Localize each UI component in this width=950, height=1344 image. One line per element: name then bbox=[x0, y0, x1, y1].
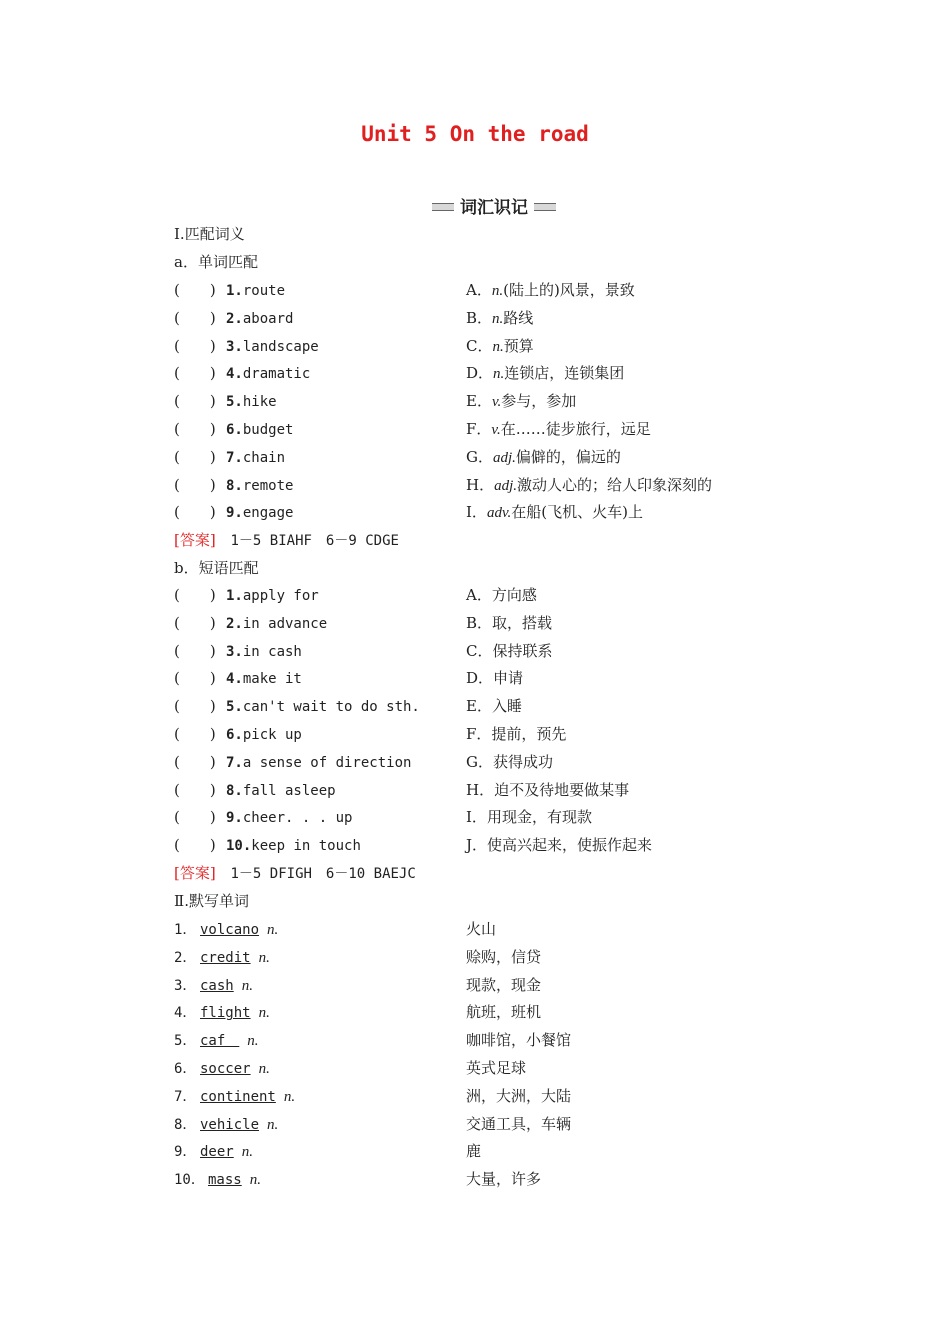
item-word: mass bbox=[208, 1172, 242, 1189]
option-text: 取，搭载 bbox=[492, 613, 553, 632]
option-text: 获得成功 bbox=[492, 752, 553, 771]
option-pos: n. bbox=[492, 310, 504, 327]
option-text: 连锁店，连锁集团 bbox=[504, 364, 625, 383]
page-title: Unit 5 On the road bbox=[361, 122, 589, 146]
list-item bbox=[174, 777, 794, 803]
answer-blank: ( ) bbox=[174, 808, 216, 827]
item-left bbox=[174, 582, 319, 609]
option-text: 在……徒步旅行，远足 bbox=[500, 420, 651, 438]
option-text: 在船(飞机、火车)上 bbox=[511, 503, 643, 522]
item-phrase: make it bbox=[242, 671, 302, 688]
list-item bbox=[174, 305, 794, 331]
item-option bbox=[466, 277, 635, 304]
option-letter: E． bbox=[466, 697, 492, 716]
list-item bbox=[174, 665, 794, 691]
item-number: 3. bbox=[226, 338, 243, 355]
item-phrase: keep in touch bbox=[251, 838, 361, 855]
item-phrase: fall asleep bbox=[242, 782, 336, 799]
option-letter: C． bbox=[466, 641, 493, 660]
item-option bbox=[466, 749, 553, 775]
item-phrase: apply for bbox=[242, 588, 319, 604]
item-left bbox=[174, 499, 293, 526]
answer-blank: ( ) bbox=[174, 725, 216, 743]
item-option bbox=[466, 638, 553, 664]
item-word: credit bbox=[200, 949, 251, 966]
item-number: 6. bbox=[226, 727, 243, 743]
list-item bbox=[174, 832, 794, 858]
item-word: flight bbox=[200, 1005, 251, 1022]
item-number: 7. bbox=[226, 754, 243, 771]
option-letter: H． bbox=[466, 475, 495, 494]
option-letter: I． bbox=[466, 808, 487, 827]
item-word: chain bbox=[242, 449, 286, 466]
item-number: 2． bbox=[174, 949, 197, 966]
answer-blank: ( ) bbox=[174, 364, 216, 383]
list-item bbox=[174, 277, 794, 303]
item-left bbox=[174, 638, 302, 665]
option-text: 偏僻的，偏远的 bbox=[515, 447, 621, 466]
option-letter: F． bbox=[466, 420, 492, 438]
item-phrase: cheer. . . up bbox=[242, 810, 353, 827]
list-item bbox=[174, 333, 794, 359]
answer-blank: ( ) bbox=[174, 780, 216, 799]
item-number: 9. bbox=[226, 505, 243, 522]
list-item bbox=[174, 749, 794, 775]
item-option bbox=[466, 499, 643, 526]
item-word: budget bbox=[242, 422, 294, 438]
list-item bbox=[174, 1055, 794, 1081]
answer-blank: ( ) bbox=[174, 281, 216, 299]
item-word: aboard bbox=[242, 310, 294, 327]
list-item bbox=[174, 693, 794, 719]
item-word: remote bbox=[242, 477, 294, 494]
item-number: 3． bbox=[174, 977, 197, 994]
item-phrase: pick up bbox=[242, 727, 302, 743]
answer-tag: [答案] bbox=[174, 531, 216, 549]
list-item bbox=[174, 999, 794, 1025]
item-pos: n. bbox=[267, 1116, 279, 1133]
item-meaning: 大量，许多 bbox=[466, 1170, 542, 1189]
item-number: 3. bbox=[226, 643, 243, 660]
item-number: 1. bbox=[226, 588, 243, 604]
item-left bbox=[174, 1111, 278, 1138]
option-letter: A． bbox=[466, 586, 492, 604]
list-item bbox=[174, 944, 794, 970]
item-phrase: a sense of direction bbox=[242, 754, 412, 771]
option-letter: E． bbox=[466, 392, 492, 411]
item-left bbox=[174, 1083, 295, 1110]
item-option bbox=[466, 416, 651, 443]
item-pos: n. bbox=[241, 977, 253, 994]
item-option bbox=[466, 665, 523, 691]
item-option bbox=[466, 832, 652, 858]
answer-blank: ( ) bbox=[174, 336, 216, 355]
item-option bbox=[466, 777, 629, 803]
item-word: vehicle bbox=[200, 1116, 260, 1133]
item-pos: n. bbox=[283, 1088, 296, 1105]
item-pos: n. bbox=[258, 1005, 270, 1022]
item-left bbox=[174, 277, 285, 304]
part1b-heading: b．短语匹配 bbox=[174, 559, 259, 577]
item-number: 8. bbox=[226, 477, 243, 494]
list-item bbox=[174, 582, 794, 608]
answer-blank: ( ) bbox=[174, 836, 216, 855]
option-text: 方向感 bbox=[491, 586, 537, 604]
item-pos: n. bbox=[267, 922, 279, 938]
item-option bbox=[466, 388, 576, 415]
item-left bbox=[174, 916, 278, 943]
item-meaning: 洲，大洲，大陆 bbox=[466, 1086, 572, 1105]
answer-blank: ( ) bbox=[174, 420, 216, 438]
part1a-heading: a．单词匹配 bbox=[174, 253, 258, 271]
item-meaning: 英式足球 bbox=[466, 1059, 527, 1077]
item-option bbox=[466, 693, 522, 719]
item-left bbox=[174, 749, 411, 776]
item-meaning: 火山 bbox=[466, 920, 497, 938]
list-item bbox=[174, 1083, 794, 1109]
answer-blank: ( ) bbox=[174, 697, 216, 716]
part1-heading: Ⅰ.匹配词义 bbox=[174, 225, 245, 243]
item-meaning: 航班，班机 bbox=[466, 1003, 542, 1022]
item-left bbox=[174, 333, 319, 360]
item-left bbox=[174, 832, 361, 859]
option-pos: adj. bbox=[494, 477, 518, 494]
item-left bbox=[174, 944, 270, 971]
list-item bbox=[174, 916, 794, 942]
item-number: 5. bbox=[226, 394, 243, 411]
item-number: 7． bbox=[174, 1088, 197, 1105]
answer-text: 1－5 DFIGH 6－10 BAEJC bbox=[230, 866, 416, 882]
item-left bbox=[174, 416, 293, 443]
answer-blank: ( ) bbox=[174, 669, 216, 688]
item-number: 9． bbox=[174, 1144, 197, 1161]
item-option bbox=[466, 804, 592, 830]
item-pos: n. bbox=[258, 949, 270, 966]
option-pos: v. bbox=[491, 422, 501, 438]
list-item bbox=[174, 1138, 794, 1164]
item-number: 1. bbox=[226, 283, 243, 299]
option-pos: n. bbox=[491, 283, 504, 299]
answer-blank: ( ) bbox=[174, 447, 216, 466]
item-number: 5． bbox=[174, 1033, 197, 1050]
list-item bbox=[174, 444, 794, 470]
part1b-answer bbox=[174, 860, 416, 886]
item-number: 2. bbox=[226, 310, 243, 327]
list-item bbox=[174, 360, 794, 386]
item-word: deer bbox=[200, 1144, 234, 1161]
option-text: 路线 bbox=[503, 308, 534, 327]
item-option bbox=[466, 444, 621, 471]
item-pos: n. bbox=[247, 1033, 259, 1050]
item-number: 8. bbox=[226, 782, 243, 799]
item-option bbox=[466, 305, 533, 332]
item-left bbox=[174, 472, 293, 499]
option-letter: G． bbox=[466, 447, 493, 466]
item-left bbox=[174, 1027, 259, 1054]
option-letter: A． bbox=[466, 281, 492, 299]
list-item bbox=[174, 804, 794, 830]
item-left bbox=[174, 777, 336, 804]
item-pos: n. bbox=[258, 1061, 270, 1077]
option-text: 激动人心的；给人印象深刻的 bbox=[517, 475, 713, 494]
item-number: 4. bbox=[226, 671, 243, 688]
item-word: volcano bbox=[200, 922, 260, 938]
item-option bbox=[466, 360, 624, 387]
item-word: dramatic bbox=[242, 366, 311, 383]
item-option bbox=[466, 333, 534, 360]
item-meaning: 现款，现金 bbox=[466, 975, 542, 994]
item-number: 10. bbox=[226, 838, 252, 855]
item-number: 1． bbox=[174, 922, 197, 938]
item-phrase: in advance bbox=[242, 615, 328, 632]
item-left bbox=[174, 999, 270, 1026]
option-letter: J． bbox=[466, 836, 488, 855]
answer-blank: ( ) bbox=[174, 475, 216, 494]
item-left bbox=[174, 665, 302, 692]
option-letter: B． bbox=[466, 613, 493, 632]
item-word: soccer bbox=[200, 1061, 251, 1077]
option-text: 使高兴起来，使振作起来 bbox=[487, 836, 653, 855]
item-left bbox=[174, 804, 352, 831]
item-pos: n. bbox=[249, 1172, 261, 1189]
answer-blank: ( ) bbox=[174, 308, 216, 327]
list-item bbox=[174, 416, 794, 442]
item-number: 8． bbox=[174, 1116, 197, 1133]
option-text: 参与，参加 bbox=[501, 392, 577, 411]
item-left bbox=[174, 693, 420, 720]
item-left bbox=[174, 1138, 253, 1165]
item-option bbox=[466, 610, 552, 636]
section-banner bbox=[432, 193, 556, 218]
item-word: landscape bbox=[242, 338, 319, 355]
list-item bbox=[174, 1027, 794, 1053]
answer-blank: ( ) bbox=[174, 586, 216, 604]
option-text: 申请 bbox=[493, 669, 524, 688]
item-word: hike bbox=[242, 394, 277, 411]
item-word: route bbox=[242, 283, 286, 299]
option-pos: n. bbox=[493, 366, 505, 383]
option-letter: B． bbox=[466, 308, 493, 327]
item-number: 6． bbox=[174, 1061, 197, 1077]
list-item bbox=[174, 610, 794, 636]
item-option bbox=[466, 472, 712, 499]
answer-blank: ( ) bbox=[174, 503, 216, 522]
banner-left-bar bbox=[432, 203, 456, 211]
item-meaning: 赊购，信贷 bbox=[466, 947, 542, 966]
list-item bbox=[174, 972, 794, 998]
item-left bbox=[174, 721, 302, 748]
option-letter: I． bbox=[466, 503, 487, 522]
option-letter: G． bbox=[466, 752, 493, 771]
item-left bbox=[174, 444, 285, 471]
answer-tag: [答案] bbox=[174, 864, 216, 882]
list-item bbox=[174, 388, 794, 414]
option-letter: C． bbox=[466, 336, 493, 355]
option-pos: adj. bbox=[492, 449, 516, 466]
item-left bbox=[174, 1166, 261, 1193]
option-letter: D． bbox=[466, 669, 494, 688]
item-left bbox=[174, 972, 253, 999]
item-meaning: 交通工具，车辆 bbox=[466, 1114, 572, 1133]
item-left bbox=[174, 388, 277, 415]
option-pos: adv. bbox=[486, 505, 512, 522]
item-word: caf bbox=[200, 1033, 240, 1050]
option-text: 迫不及待地要做某事 bbox=[494, 780, 630, 799]
item-option bbox=[466, 721, 566, 747]
item-number: 9. bbox=[226, 810, 243, 827]
option-text: 入睡 bbox=[491, 697, 522, 716]
item-option bbox=[466, 582, 537, 608]
item-number: 10． bbox=[174, 1172, 205, 1189]
item-number: 4. bbox=[226, 366, 243, 383]
list-item bbox=[174, 1166, 794, 1192]
item-number: 5. bbox=[226, 699, 243, 716]
item-phrase: can't wait to do sth. bbox=[242, 699, 420, 716]
option-pos: v. bbox=[491, 394, 502, 411]
item-left bbox=[174, 305, 293, 332]
item-left bbox=[174, 360, 310, 387]
item-number: 4． bbox=[174, 1005, 197, 1022]
option-text: 保持联系 bbox=[492, 641, 553, 660]
answer-text: 1－5 BIAHF 6－9 CDGE bbox=[230, 533, 399, 549]
item-word: cash bbox=[200, 977, 234, 994]
section-banner-label: 词汇识记 bbox=[454, 193, 534, 218]
list-item bbox=[174, 472, 794, 498]
item-meaning: 咖啡馆，小餐馆 bbox=[466, 1031, 572, 1050]
item-meaning: 鹿 bbox=[466, 1142, 482, 1161]
option-text: (陆上的)风景，景致 bbox=[503, 281, 635, 299]
item-pos: n. bbox=[241, 1144, 253, 1161]
answer-blank: ( ) bbox=[174, 752, 216, 771]
item-word: engage bbox=[242, 505, 294, 522]
answer-blank: ( ) bbox=[174, 641, 216, 660]
banner-right-bar bbox=[532, 203, 556, 211]
part2-heading: Ⅱ.默写单词 bbox=[174, 892, 249, 910]
option-letter: H． bbox=[466, 780, 495, 799]
item-number: 6. bbox=[226, 422, 243, 438]
list-item bbox=[174, 499, 794, 525]
item-phrase: in cash bbox=[242, 643, 302, 660]
list-item bbox=[174, 1111, 794, 1137]
option-text: 预算 bbox=[503, 336, 534, 355]
option-letter: D． bbox=[466, 364, 494, 383]
list-item bbox=[174, 638, 794, 664]
option-text: 用现金，有现款 bbox=[486, 808, 592, 827]
item-number: 2. bbox=[226, 615, 243, 632]
answer-blank: ( ) bbox=[174, 613, 216, 632]
item-left bbox=[174, 1055, 270, 1082]
option-pos: n. bbox=[492, 338, 504, 355]
answer-blank: ( ) bbox=[174, 392, 216, 411]
item-number: 7. bbox=[226, 449, 243, 466]
part1a-answer bbox=[174, 527, 399, 553]
item-word: continent bbox=[200, 1088, 276, 1105]
item-left bbox=[174, 610, 327, 637]
list-item bbox=[174, 721, 794, 747]
option-letter: F． bbox=[466, 725, 492, 743]
option-text: 提前，预先 bbox=[491, 725, 567, 743]
